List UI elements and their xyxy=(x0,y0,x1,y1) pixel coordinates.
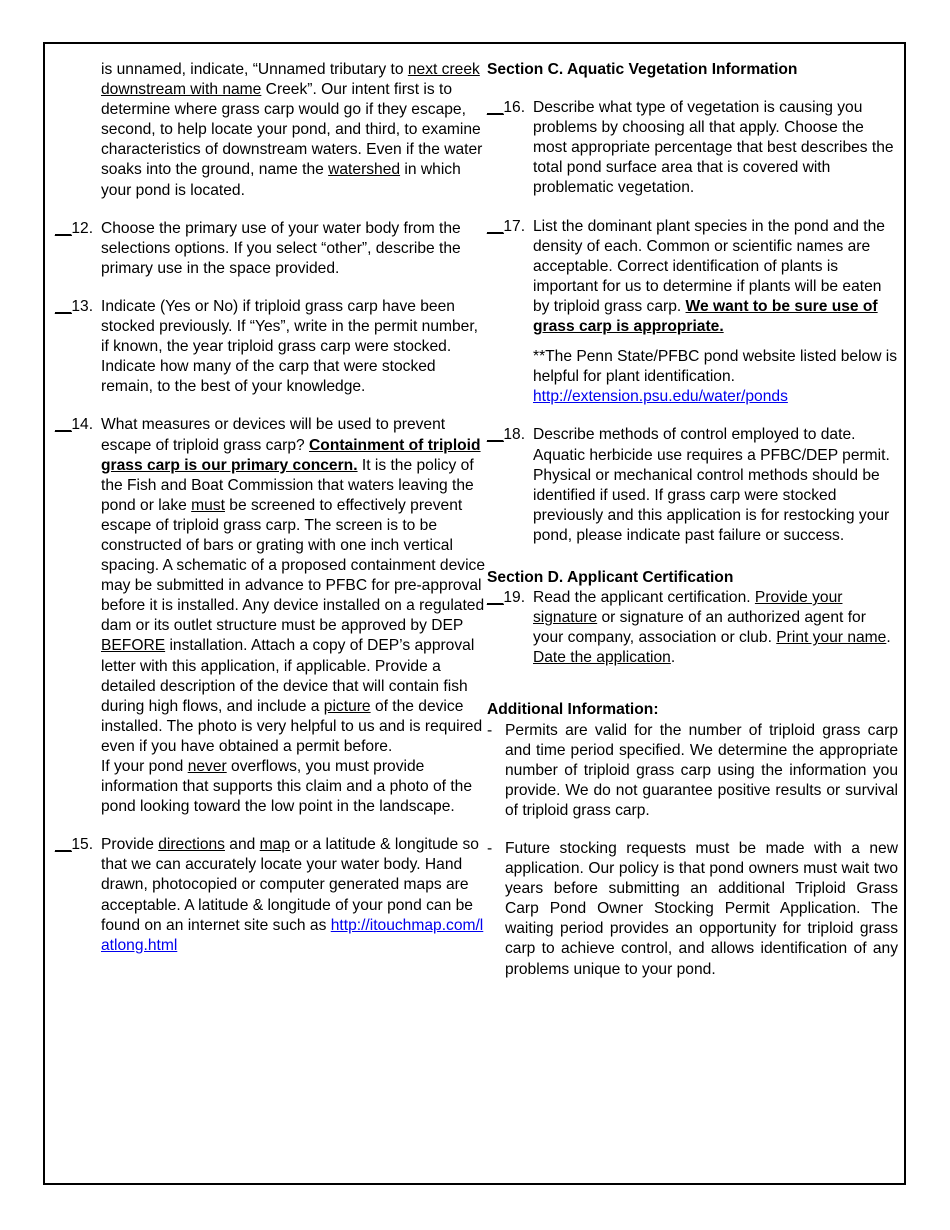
left-column xyxy=(55,60,487,956)
item-14-lead: What measures or devices will be used to prevent escape of triploid grass carp? xyxy=(101,416,446,454)
item-17 xyxy=(487,217,898,408)
item-19-pre: Read the applicant certification. xyxy=(533,589,755,607)
item-14-marker xyxy=(55,415,93,435)
spacer xyxy=(487,546,898,568)
item-14-number: 14. xyxy=(71,416,94,434)
spacer xyxy=(55,201,487,219)
item-12-number: 12. xyxy=(71,219,94,237)
item-13-text: Indicate (Yes or No) if triploid grass carp have been stocked previously. If “Yes”, write in the permit number, if known, the year triploid grass carp were stocked. Indicate how many of the carp that were stocked remain, to the best of your knowledge. xyxy=(101,297,479,396)
item-14-after-before: installation. Attach a copy of DEP’s approval letter with this application, if applicable. Provide a detailed description of the device that will contain fish during high flows, and include a xyxy=(101,637,475,715)
item-15-pre: Provide xyxy=(101,836,159,854)
item-17-bold-underline-emphasis: We want to be sure use of grass carp is appropriate. xyxy=(533,297,878,336)
item-14-underline-must: must xyxy=(191,496,225,514)
item-18-marker xyxy=(487,425,525,445)
item-17-text xyxy=(533,217,898,338)
bullet-dash-2: - xyxy=(487,840,493,857)
item-14-underline-before: BEFORE xyxy=(101,637,166,655)
section-d-heading: Section D. Applicant Certification xyxy=(487,568,734,586)
section-c-heading: Section C. Aquatic Vegetation Information xyxy=(487,61,798,78)
continuation-underline-next-creek: next creek downstream with name xyxy=(101,61,480,99)
spacer xyxy=(55,279,487,297)
item-12 xyxy=(55,219,487,279)
item-17-blank[interactable]: __ xyxy=(487,217,504,235)
spacer xyxy=(487,668,898,690)
item-13-marker xyxy=(55,297,93,317)
item-15-underline-map: map xyxy=(259,836,290,854)
item-18 xyxy=(487,425,898,546)
continuation-underline-watershed: watershed xyxy=(328,161,401,179)
item-17-marker xyxy=(487,217,525,237)
spacer xyxy=(487,407,898,425)
continuation-paragraph xyxy=(55,60,487,201)
item-15-mid2: or a latitude & longitude so that we can accurately locate your water body. Hand drawn, photocopied or computer generated maps are acceptable. A latitude & longitude of your pond can be found on an internet site such as xyxy=(101,836,479,934)
page-border xyxy=(43,42,906,1185)
item-14-underline-picture: picture xyxy=(323,697,371,715)
item-15 xyxy=(55,835,487,956)
item-14-after-bold: It is the policy of the Fish and Boat Commission that waters leaving the pond or lake xyxy=(101,456,474,514)
spacer xyxy=(487,690,898,700)
item-16-marker xyxy=(487,98,525,118)
spacer xyxy=(487,199,898,217)
continuation-text-part2: Creek”. Our intent first is to determine where grass carp would go if they escape, second, to help locate your pond, and third, to examine characteristics of downstream waters. Even if the water soaks into the ground, name the xyxy=(101,81,483,179)
item-14 xyxy=(55,415,487,817)
item-15-number: 15. xyxy=(71,836,94,854)
item-19-marker xyxy=(487,588,525,608)
additional-bullet-2 xyxy=(487,839,898,980)
continuation-text-part3: in which your pond is located. xyxy=(101,161,461,199)
item-17-note: **The Penn State/PFBC pond website listed below is helpful for plant identification. xyxy=(533,348,898,386)
item-18-blank[interactable]: __ xyxy=(487,426,504,444)
bullet-dash-1: - xyxy=(487,721,493,739)
item-14-second-pre: If your pond xyxy=(101,758,188,775)
item-14-underline-never: never xyxy=(187,758,227,775)
item-13 xyxy=(55,297,487,397)
spacer xyxy=(487,80,898,98)
item-19-mid: or signature of an authorized agent for your company, association or club. xyxy=(533,609,866,647)
item-16-number: 16. xyxy=(503,99,526,117)
item-15-marker xyxy=(55,835,93,855)
item-14-text xyxy=(101,415,487,757)
right-column xyxy=(487,60,898,980)
item-16-text: Describe what type of vegetation is causing you problems by choosing all that apply. Choose the most appropriate percentage that best describes the total pond surface area that is covered with problematic vegetation. xyxy=(533,99,894,197)
item-13-number: 13. xyxy=(71,297,94,315)
item-12-blank[interactable]: __ xyxy=(55,219,72,237)
item-15-blank[interactable]: __ xyxy=(55,836,72,854)
item-17-link-line xyxy=(533,387,898,407)
additional-bullet-1-text: Permits are valid for the number of triploid grass carp and time period specified. We determine the appropriate number of triploid grass carp using the information you provide. We do not guarantee positive results or survival of triploid grass carp. xyxy=(505,721,898,819)
penn-state-pond-link[interactable]: http://extension.psu.edu/water/ponds xyxy=(533,388,788,406)
item-18-text: Describe methods of control employed to date. Aquatic herbicide use requires a PFBC/DEP permit. Physical or mechanical control methods should be identified if used. If grass carp were stocked previously and this application is for restocking your pond, please indicate past failure or success. xyxy=(533,426,890,544)
item-14-blank[interactable]: __ xyxy=(55,416,72,434)
item-19-number: 19. xyxy=(503,589,526,607)
additional-information-heading: Additional Information: xyxy=(487,701,659,719)
item-14-second-post: overflows, you must provide information that supports this claim and a photo of the pond looking toward the low point in the landscape. xyxy=(101,758,472,816)
item-17-number: 17. xyxy=(503,217,526,235)
item-19-text xyxy=(533,588,898,668)
item-19-mid2: . xyxy=(886,629,891,647)
two-column-body xyxy=(45,44,904,1183)
item-19 xyxy=(487,588,898,668)
item-15-text xyxy=(101,835,487,956)
item-18-number: 18. xyxy=(503,426,526,444)
continuation-text-part1: is unnamed, indicate, “Unnamed tributary to xyxy=(101,61,408,78)
spacer xyxy=(487,821,898,839)
additional-bullet-2-text: Future stocking requests must be made with a new application. Our policy is that pond owners must wait two years before submitting an additional Triploid Grass Carp Pond Owner Stocking Permit Application. The waiting period provides an opportunity for triploid grass carp to achieve control, and allows identification of any problems unique to your pond. xyxy=(505,840,898,978)
item-12-text: Choose the primary use of your water body from the selections options. If you select “other”, describe the primary use in the space provided. xyxy=(101,219,461,277)
additional-bullet-1 xyxy=(487,721,898,821)
spacer xyxy=(533,337,898,347)
item-19-end: . xyxy=(670,649,676,667)
item-14-after-must: be screened to effectively prevent escape of triploid grass carp. The screen is to be constructed of bars or grating with one inch vertical spacing. A schematic of a proposed containment device may be submitted in advance to PFBC for pre-approval before it is installed. Any device installed on a regulated dam or its outlet structure must be approved by DEP xyxy=(101,496,486,635)
item-19-blank[interactable]: __ xyxy=(487,589,504,607)
item-12-marker xyxy=(55,219,93,239)
itouchmap-link[interactable]: http://itouchmap.com/latlong.html xyxy=(101,916,484,954)
item-14-after-picture: of the device installed. The photo is very helpful to us and is required even if you have obtained a permit before. xyxy=(101,697,483,755)
item-14-bold-underline-containment: Containment of triploid grass carp is our primary concern. xyxy=(101,436,481,474)
item-17-pre: List the dominant plant species in the pond and the density of each. Common or scientific names are acceptable. Correct identification of plants is important for us to determine if plants will be eaten by triploid grass carp. xyxy=(533,217,885,315)
item-15-underline-directions: directions xyxy=(158,836,225,854)
item-19-underline-signature: Provide your signature xyxy=(533,589,843,627)
item-16-blank[interactable]: __ xyxy=(487,99,504,117)
spacer xyxy=(55,817,487,835)
item-19-underline-print-name: Print your name xyxy=(776,629,887,647)
item-19-underline-date: Date the application xyxy=(533,649,671,667)
item-15-mid1: and xyxy=(224,836,260,854)
item-14-second-paragraph xyxy=(101,757,487,817)
item-13-blank[interactable]: __ xyxy=(55,297,72,315)
item-16 xyxy=(487,98,898,198)
spacer xyxy=(55,397,487,415)
